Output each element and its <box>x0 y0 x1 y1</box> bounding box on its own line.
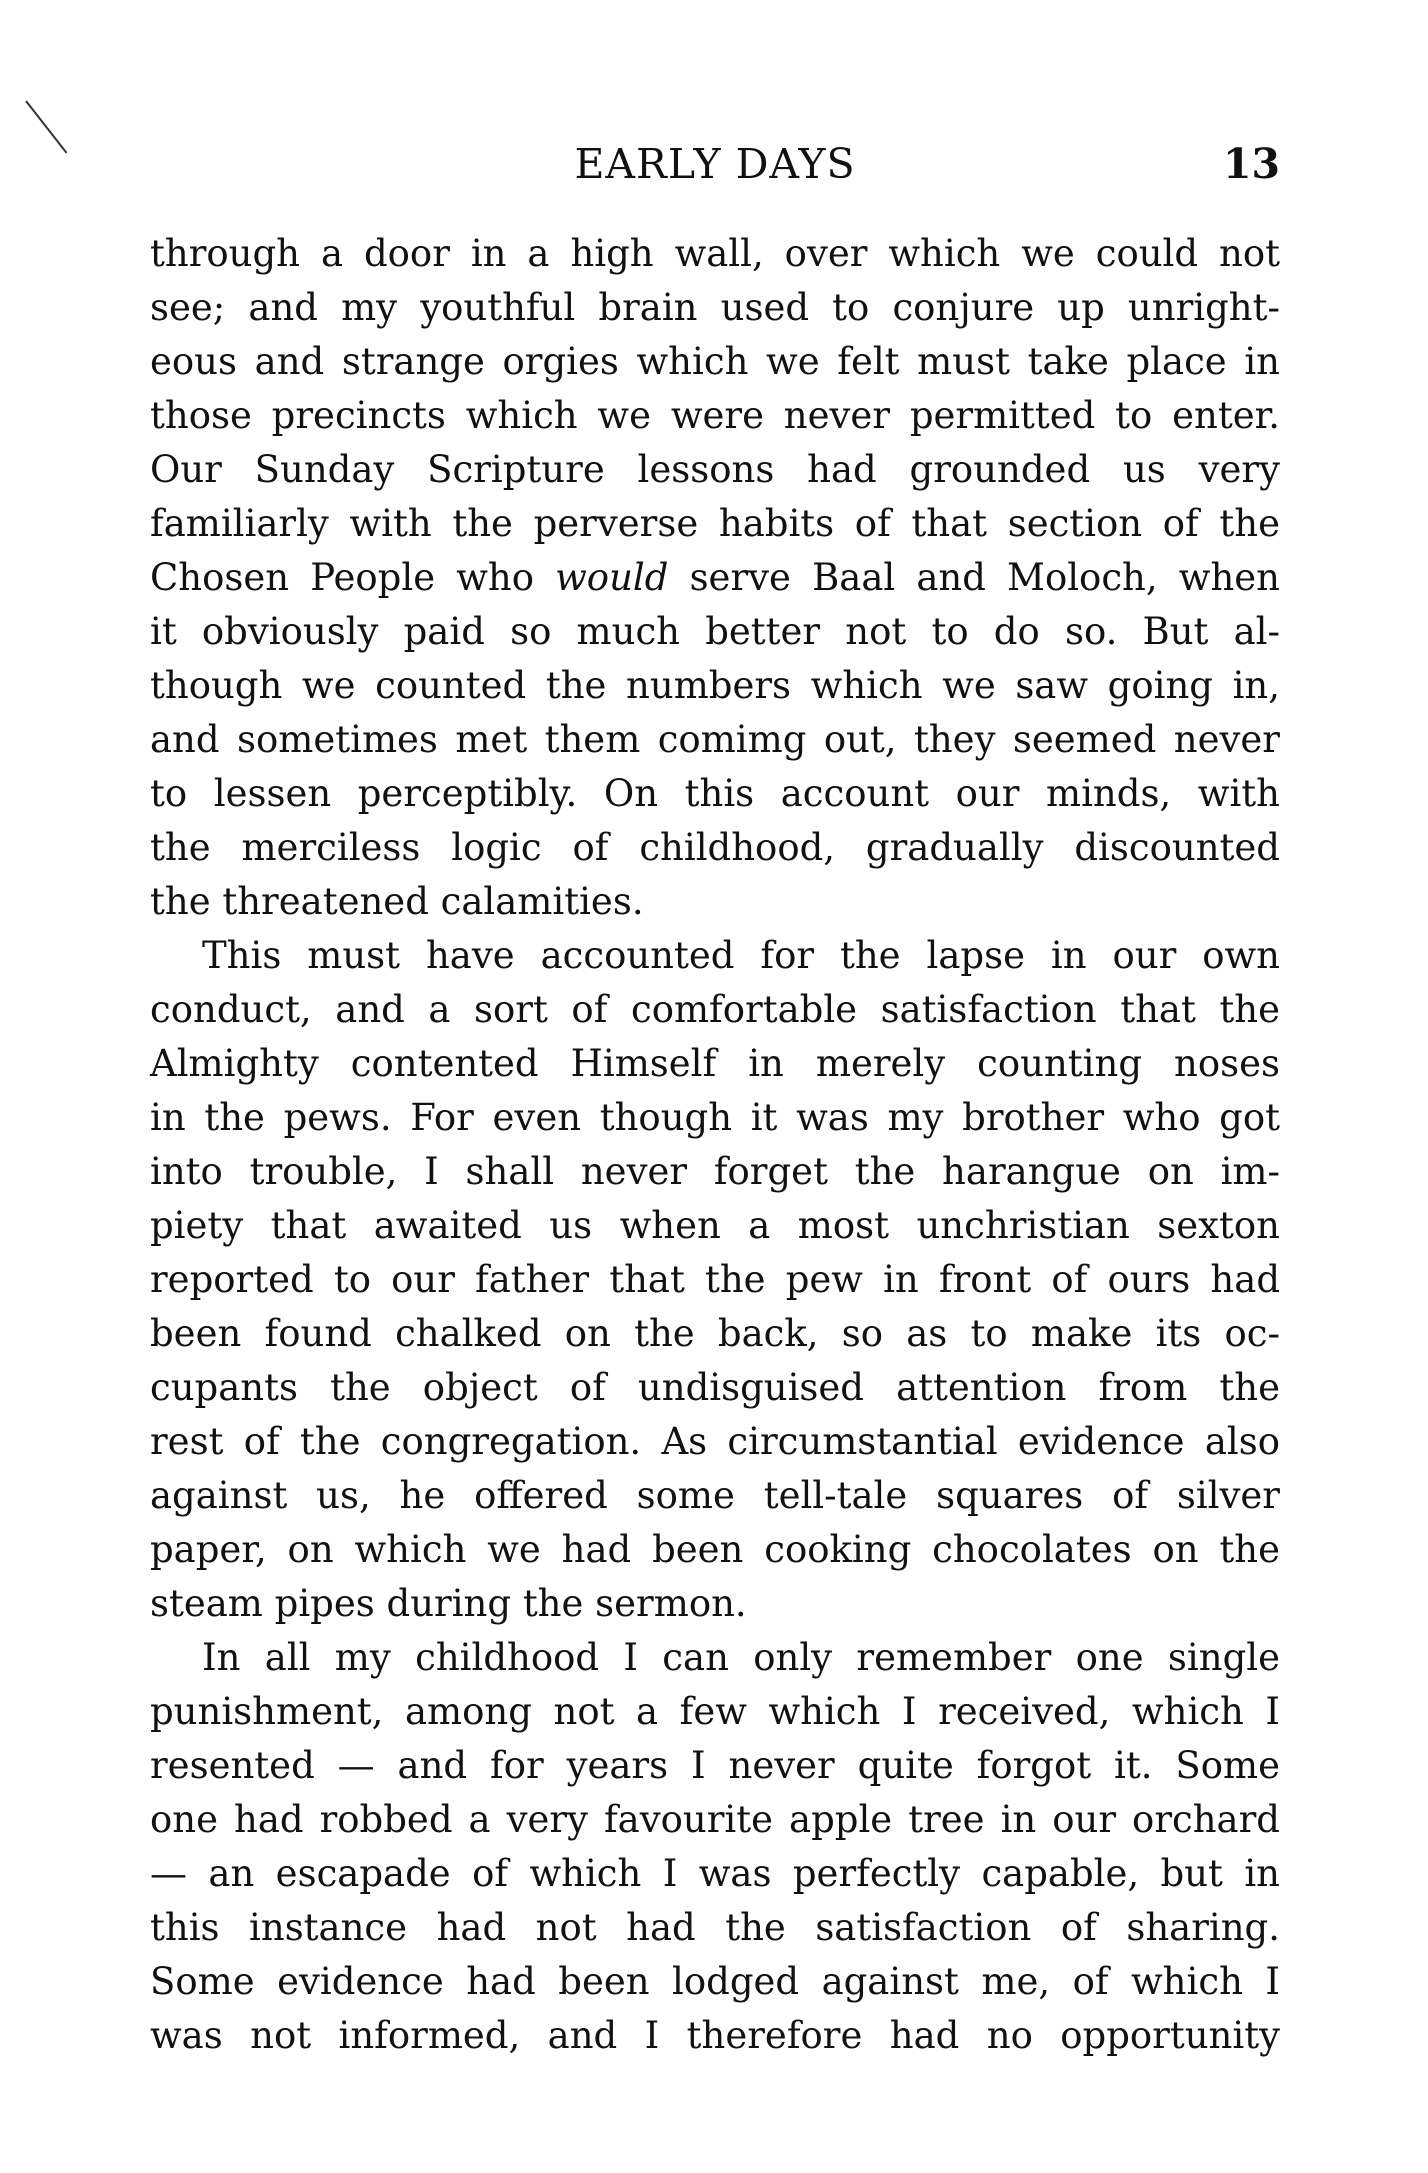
text-line: punishment, among not a few which I received, which I <box>150 1690 1280 1733</box>
text-line: Our Sunday Scripture lessons had grounded us very <box>150 448 1280 491</box>
text-line: through a door in a high wall, over which we could not <box>150 232 1280 275</box>
page-number: 13 <box>1222 140 1280 188</box>
text-line: the merciless logic of childhood, gradually discounted <box>150 826 1280 869</box>
paragraph <box>150 929 1280 1631</box>
text-line: In all my childhood I can only remember one single <box>202 1636 1280 1679</box>
text-line: it obviously paid so much better not to do so. But al- <box>150 610 1280 653</box>
text-line: and sometimes met them comimg out, they seemed never <box>150 718 1280 761</box>
scan-mark <box>25 100 67 153</box>
running-head: EARLY DAYS <box>574 140 856 188</box>
text-line: to lessen perceptibly. On this account our minds, with <box>150 772 1280 815</box>
text-line: though we counted the numbers which we saw going in, <box>150 664 1280 707</box>
text-line: rest of the congregation. As circumstantial evidence also <box>150 1420 1280 1463</box>
text-line: — an escapade of which I was perfectly capable, but in <box>150 1852 1280 1895</box>
text-line: Almighty contented Himself in merely counting noses <box>150 1042 1280 1085</box>
text-line: piety that awaited us when a most unchristian sexton <box>150 1204 1280 1247</box>
text-line: familiarly with the perverse habits of that section of the <box>150 502 1280 545</box>
text-line: steam pipes during the sermon. <box>150 1582 747 1625</box>
text-line: was not informed, and I therefore had no opportunity <box>150 2014 1280 2057</box>
page-header <box>150 134 1280 194</box>
text-line: eous and strange orgies which we felt must take place in <box>150 340 1280 383</box>
emphasized-word: would <box>555 556 669 599</box>
text-line: this instance had not had the satisfaction of sharing. <box>150 1906 1280 1949</box>
text-line: reported to our father that the pew in front of ours had <box>150 1258 1280 1301</box>
text-line: resented — and for years I never quite forgot it. Some <box>150 1744 1280 1787</box>
text-line: against us, he offered some tell-tale squares of silver <box>150 1474 1280 1517</box>
text-line: those precincts which we were never permitted to enter. <box>150 394 1280 437</box>
body-text <box>150 227 1280 2063</box>
text-line: Chosen People who would serve Baal and Moloch, when <box>150 556 1281 599</box>
text-line: in the pews. For even though it was my brother who got <box>150 1096 1280 1139</box>
text-line: paper, on which we had been cooking chocolates on the <box>150 1528 1280 1571</box>
text-line: see; and my youthful brain used to conjure up unright- <box>150 286 1280 329</box>
text-line: been found chalked on the back, so as to make its oc- <box>150 1312 1280 1355</box>
text-line: the threatened calamities. <box>150 880 644 923</box>
text-line: one had robbed a very favourite apple tree in our orchard <box>150 1798 1280 1841</box>
text-line: This must have accounted for the lapse in our own <box>202 934 1280 977</box>
text-line: into trouble, I shall never forget the harangue on im- <box>150 1150 1280 1193</box>
text-line: cupants the object of undisguised attention from the <box>150 1366 1280 1409</box>
paragraph <box>150 227 1280 929</box>
text-line: Some evidence had been lodged against me, of which I <box>150 1960 1280 2003</box>
text-line: conduct, and a sort of comfortable satisfaction that the <box>150 988 1280 1031</box>
paragraph <box>150 1631 1280 2063</box>
